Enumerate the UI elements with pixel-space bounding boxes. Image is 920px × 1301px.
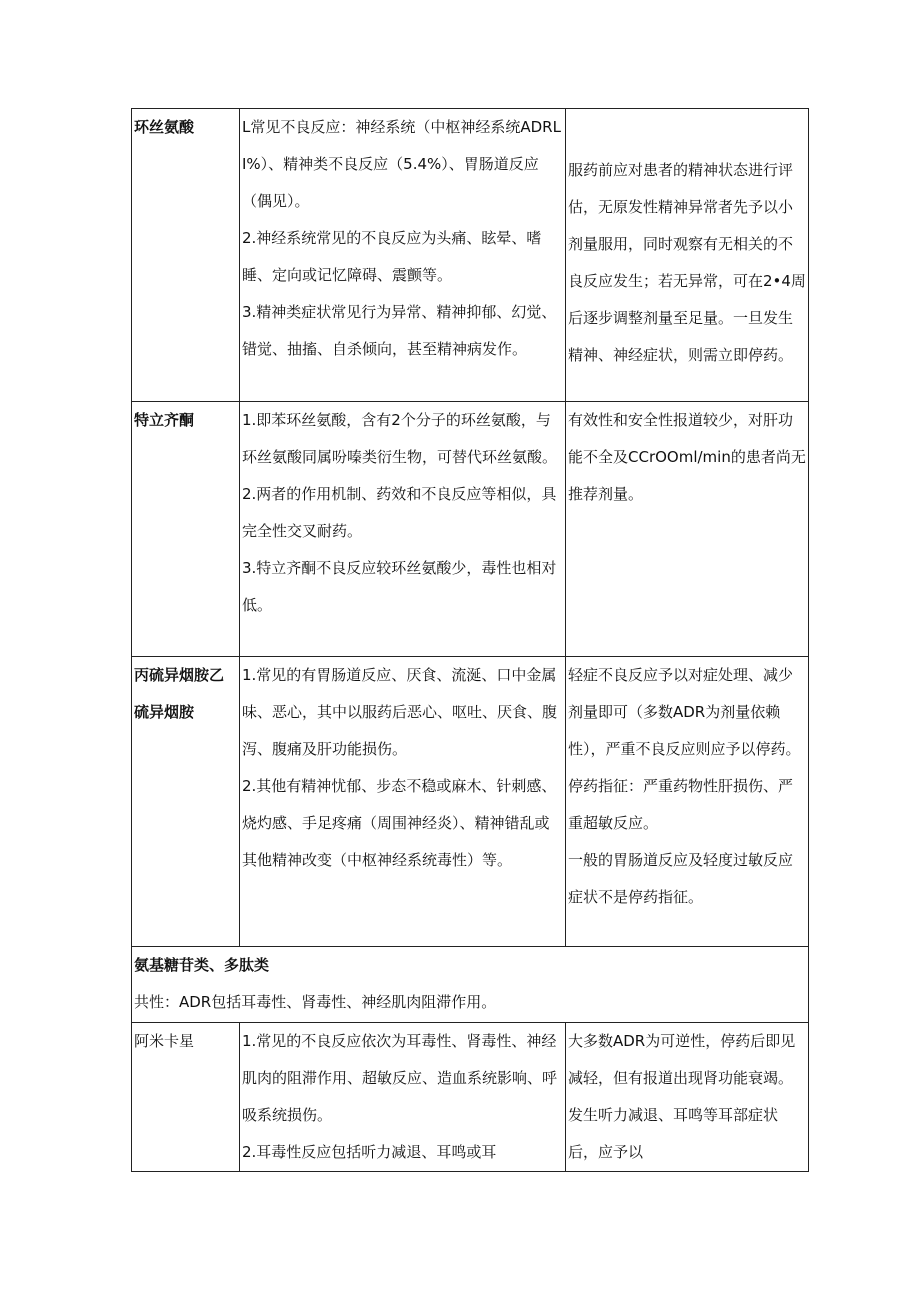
table-row (132, 109, 809, 402)
adverse-effects-cell (240, 1023, 566, 1172)
effect-paragraph: 2.神经系统常见的不良反应为头痛、眩晕、嗜睡、定向或记忆障碍、震颤等。 (242, 229, 542, 284)
effect-paragraph: 3.精神类症状常见行为异常、精神抑郁、幻觉、错觉、抽搐、自杀倾向，甚至精神病发作。 (242, 303, 557, 358)
effect-paragraph: 1.即苯环丝氨酸，含有2个分子的环丝氨酸，与环丝氨酸同属吩嗪类衍生物，可替代环丝氨酸。 (242, 411, 558, 466)
table-row (132, 402, 809, 657)
adr-table (131, 108, 809, 1172)
section-description: 共性：ADR包括耳毒性、肾毒性、神经肌肉阻滞作用。 (134, 993, 497, 1011)
management-cell (566, 109, 809, 402)
management-cell (566, 657, 809, 947)
adverse-effects-cell (240, 402, 566, 657)
note-paragraph: 服药前应对患者的精神状态进行评估，无原发性精神异常者先予以小剂量服用，同时观察有无相关的不良反应发生；若无异常，可在2•4周后逐步调整剂量至足量。一旦发生精神、神经症状，则需立即停药。 (568, 161, 806, 364)
drug-name: 特立齐酮 (134, 411, 195, 429)
note-paragraph: 大多数ADR为可逆性，停药后即见减轻，但有报道出现肾功能衰竭。发生听力减退、耳鸣等耳部症状后，应予以 (568, 1032, 796, 1161)
drug-name-cell (132, 402, 240, 657)
effect-paragraph: 2.耳毒性反应包括听力减退、耳鸣或耳 (242, 1143, 497, 1161)
effect-paragraph: 3.特立齐酮不良反应较环丝氨酸少，毒性也相对低。 (242, 559, 557, 614)
adverse-effects-cell (240, 109, 566, 402)
note-paragraph: 一般的胃肠道反应及轻度过敏反应症状不是停药指征。 (568, 851, 794, 906)
table-row (132, 657, 809, 947)
note-paragraph: 轻症不良反应予以对症处理、减少剂量即可（多数ADR为剂量依赖性），严重不良反应则应予以停药。停药指征：严重药物性肝损伤、严重超敏反应。 (568, 666, 801, 832)
drug-name-cell (132, 109, 240, 402)
section-title: 氨基糖苷类、多肽类 (134, 956, 270, 974)
section-row (132, 947, 809, 1023)
drug-name: 阿米卡星 (134, 1032, 195, 1050)
drug-name: 丙硫异烟胺乙硫异烟胺 (134, 666, 225, 721)
effect-paragraph: 1.常见的不良反应依次为耳毒性、肾毒性、神经肌肉的阻滞作用、超敏反应、造血系统影响、呼吸系统损伤。 (242, 1032, 558, 1124)
note-paragraph: 有效性和安全性报道较少，对肝功能不全及CCrOOml/min的患者尚无推荐剂量。 (568, 411, 806, 503)
management-cell (566, 402, 809, 657)
management-cell (566, 1023, 809, 1172)
effect-paragraph: 1.常见的有胃肠道反应、厌食、流涎、口中金属味、恶心，其中以服药后恶心、呕吐、厌食、腹泻、腹痛及肝功能损伤。 (242, 666, 558, 758)
drug-name: 环丝氨酸 (134, 118, 195, 136)
section-cell (132, 947, 809, 1023)
effect-paragraph: 2.两者的作用机制、药效和不良反应等相似，具完全性交叉耐药。 (242, 485, 557, 540)
table-row (132, 1023, 809, 1172)
effect-paragraph: L常见不良反应：神经系统（中枢神经系统ADRLI%）、精神类不良反应（5.4%）、胃肠道反应（偶见）。 (242, 118, 561, 210)
drug-name-cell (132, 657, 240, 947)
adverse-effects-cell (240, 657, 566, 947)
effect-paragraph: 2.其他有精神忧郁、步态不稳或麻木、针刺感、烧灼感、手足疼痛（周围神经炎）、精神错乱或其他精神改变（中枢神经系统毒性）等。 (242, 777, 557, 869)
drug-name-cell (132, 1023, 240, 1172)
